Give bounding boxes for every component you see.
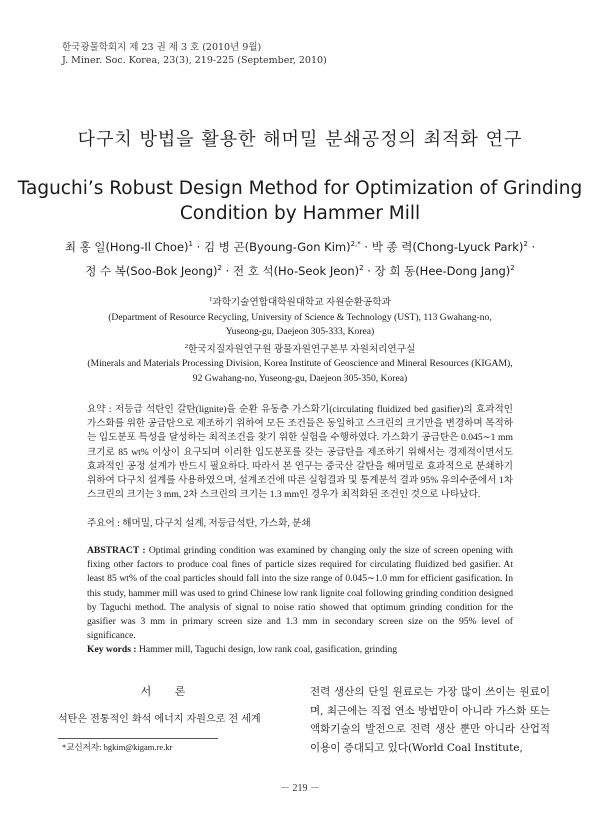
author-name: 박 종 력(Chong-Lyuck Park) xyxy=(371,239,524,254)
abstract-korean-text: 저등급 석탄인 갈탄(lignite)을 순환 유동층 가스화기(circulating fluidized bed gasifier)의 효과적인 가스화를 위한 공급탄으로 제조하기 위하여 모든 조건들은 동일하고 스크린의 크기만을 변경하며 목적하는 입도분포 특성을 달성하는 최적조건을 찾기 위한 실험을 수행하였다. 가스화기 공급탄은 0.045∼1 mm 크기로 85 wt% 이상이 요구되며 이러한 입도분포를 갖는 공급탄을 제조하기 위해서는 경제적이면서도 효과적인 공정 설계가 반드시 필요하다. 따라서 본 연구는 중국산 갈탄을 해머밀로 효과적으로 분쇄하기 위하여 다구치 설계를 사용하였으며, 설계조건에 따른 실험결과 및 통계분석 결과 95% 유의수준에서 1차 스크린의 크기는 3 mm, 2차 스크린의 크기는 1.3 mm인 경우가 최적화된 조건인 것으로 나타났다. xyxy=(87,404,513,501)
author-affil-mark: 2 xyxy=(510,263,515,272)
abstract-korean-label: 요약 : xyxy=(87,404,115,415)
affiliation-2-english-line1: (Minerals and Materials Processing Division, Korea Institute of Geoscience and Mineral Resources (KIGAM), xyxy=(87,358,513,370)
author-name: 전 호 석(Ho-Seok Jeon) xyxy=(232,263,360,278)
title-korean: 다구치 방법을 활용한 해머밀 분쇄공정의 최적화 연구 xyxy=(77,129,523,150)
abstract-korean xyxy=(87,403,513,502)
body-text-left-column: 석탄은 전통적인 화석 에너지 자원으로 전 세계 xyxy=(58,714,261,725)
title-english xyxy=(0,176,600,226)
footnote-divider xyxy=(58,738,218,739)
keywords-korean-text: 해머밀, 다구치 설계, 저등급석탄, 가스화, 분쇄 xyxy=(122,518,311,529)
journal-citation-english: J. Miner. Soc. Korea, 23(3), 219-225 (September, 2010) xyxy=(62,55,327,66)
section-heading-introduction: 서 론 xyxy=(140,685,196,698)
author-line1 xyxy=(0,234,600,258)
author-name: 정 수 복(Soo-Bok Jeong) xyxy=(85,263,218,278)
author-line2 xyxy=(0,258,600,282)
author-separator: · xyxy=(527,239,536,254)
title-english-line1: Taguchi’s Robust Design Method for Optimization of Grinding xyxy=(17,178,583,199)
body-text-right-column: 전력 생산의 단일 원료로는 가장 많이 쓰이는 원료이며, 최근에는 직접 연소 방법만이 아니라 가스화 또는 액화기술의 발전으로 전력 생산 뿐만 아니라 산업적 이용이 증대되고 있다(World Coal Institute, xyxy=(310,686,550,754)
keywords-korean-label: 주요어 : xyxy=(87,518,123,529)
title-english-line2: Condition by Hammer Mill xyxy=(179,203,421,224)
affiliation-text: 과학기술연합대학원대학교 자원순환공학과 xyxy=(212,297,391,309)
affiliation-1-english-line1: (Department of Resource Recycling, University of Science & Technology (UST), 113 Gwahang-no, xyxy=(108,311,492,323)
affiliation-1-korean xyxy=(0,293,600,311)
affiliation-mark: 2 xyxy=(184,342,189,350)
author-separator: · xyxy=(360,239,372,254)
author-name: 최 홍 일(Hong-Il Choe) xyxy=(64,239,189,254)
author-affil-mark: 2 xyxy=(359,263,364,272)
author-separator: · xyxy=(221,263,233,278)
affiliation-mark: 1 xyxy=(209,296,213,303)
author-affil-mark: 2,* xyxy=(350,240,361,248)
keywords-korean xyxy=(87,515,311,529)
affiliation-1-english-line2: Yuseong-gu, Daejeon 305-333, Korea) xyxy=(225,326,375,338)
page-number: － 219 － xyxy=(280,783,320,794)
journal-citation-korean: 한국광물학회지 제 23 권 제 3 호 (2010년 9월) xyxy=(62,42,262,53)
author-separator: · xyxy=(363,263,375,278)
author-name: 김 병 곤(Byoung-Gon Kim) xyxy=(203,239,351,254)
author-list xyxy=(0,234,600,282)
affiliation-2-korean xyxy=(0,340,600,358)
author-name: 장 희 동(Hee-Dong Jang) xyxy=(374,263,511,278)
abstract-english-label: ABSTRACT : xyxy=(87,545,149,556)
author-affil-mark: 2 xyxy=(523,240,528,248)
author-affil-mark: 2 xyxy=(217,263,222,272)
abstract-english-text: Optimal grinding condition was examined by changing only the size of screen opening with fixing other factors to produce coal fines of particle sizes required for circulating fluidized bed gasifier. At least 85 wt% of the coal particles should fall into the size range of 0.045∼1.0 mm for efficient gasification. In this study, hammer mill was used to grind Chinese low rank lignite coal following grinding condition designed by Taguchi method. The analysis of signal to noise ratio showed that optimum grinding condition for the gasifier was 3 mm in primary screen size and 1.3 mm in secondary screen size on the 95% level of significance. xyxy=(87,545,513,642)
keywords-english-text: Hammer mill, Taguchi design, low rank coal, gasification, grinding xyxy=(138,644,398,655)
keywords-english xyxy=(87,644,397,655)
author-affil-mark: 1 xyxy=(188,240,193,248)
abstract-english xyxy=(87,544,513,643)
affiliations xyxy=(0,293,600,386)
journal-header xyxy=(62,41,327,67)
corresponding-author-footnote: *교신저자: bgkim@kigam.re.kr xyxy=(62,742,173,752)
affiliation-2-english-line2: 92 Gwahang-no, Yuseong-gu, Daejeon 305-350, Korea) xyxy=(192,372,408,384)
affiliation-text: 한국지질자원연구원 광물자원연구본부 자원처리연구실 xyxy=(188,343,416,355)
author-separator: · xyxy=(193,239,204,254)
keywords-english-label: Key words : xyxy=(87,644,139,655)
